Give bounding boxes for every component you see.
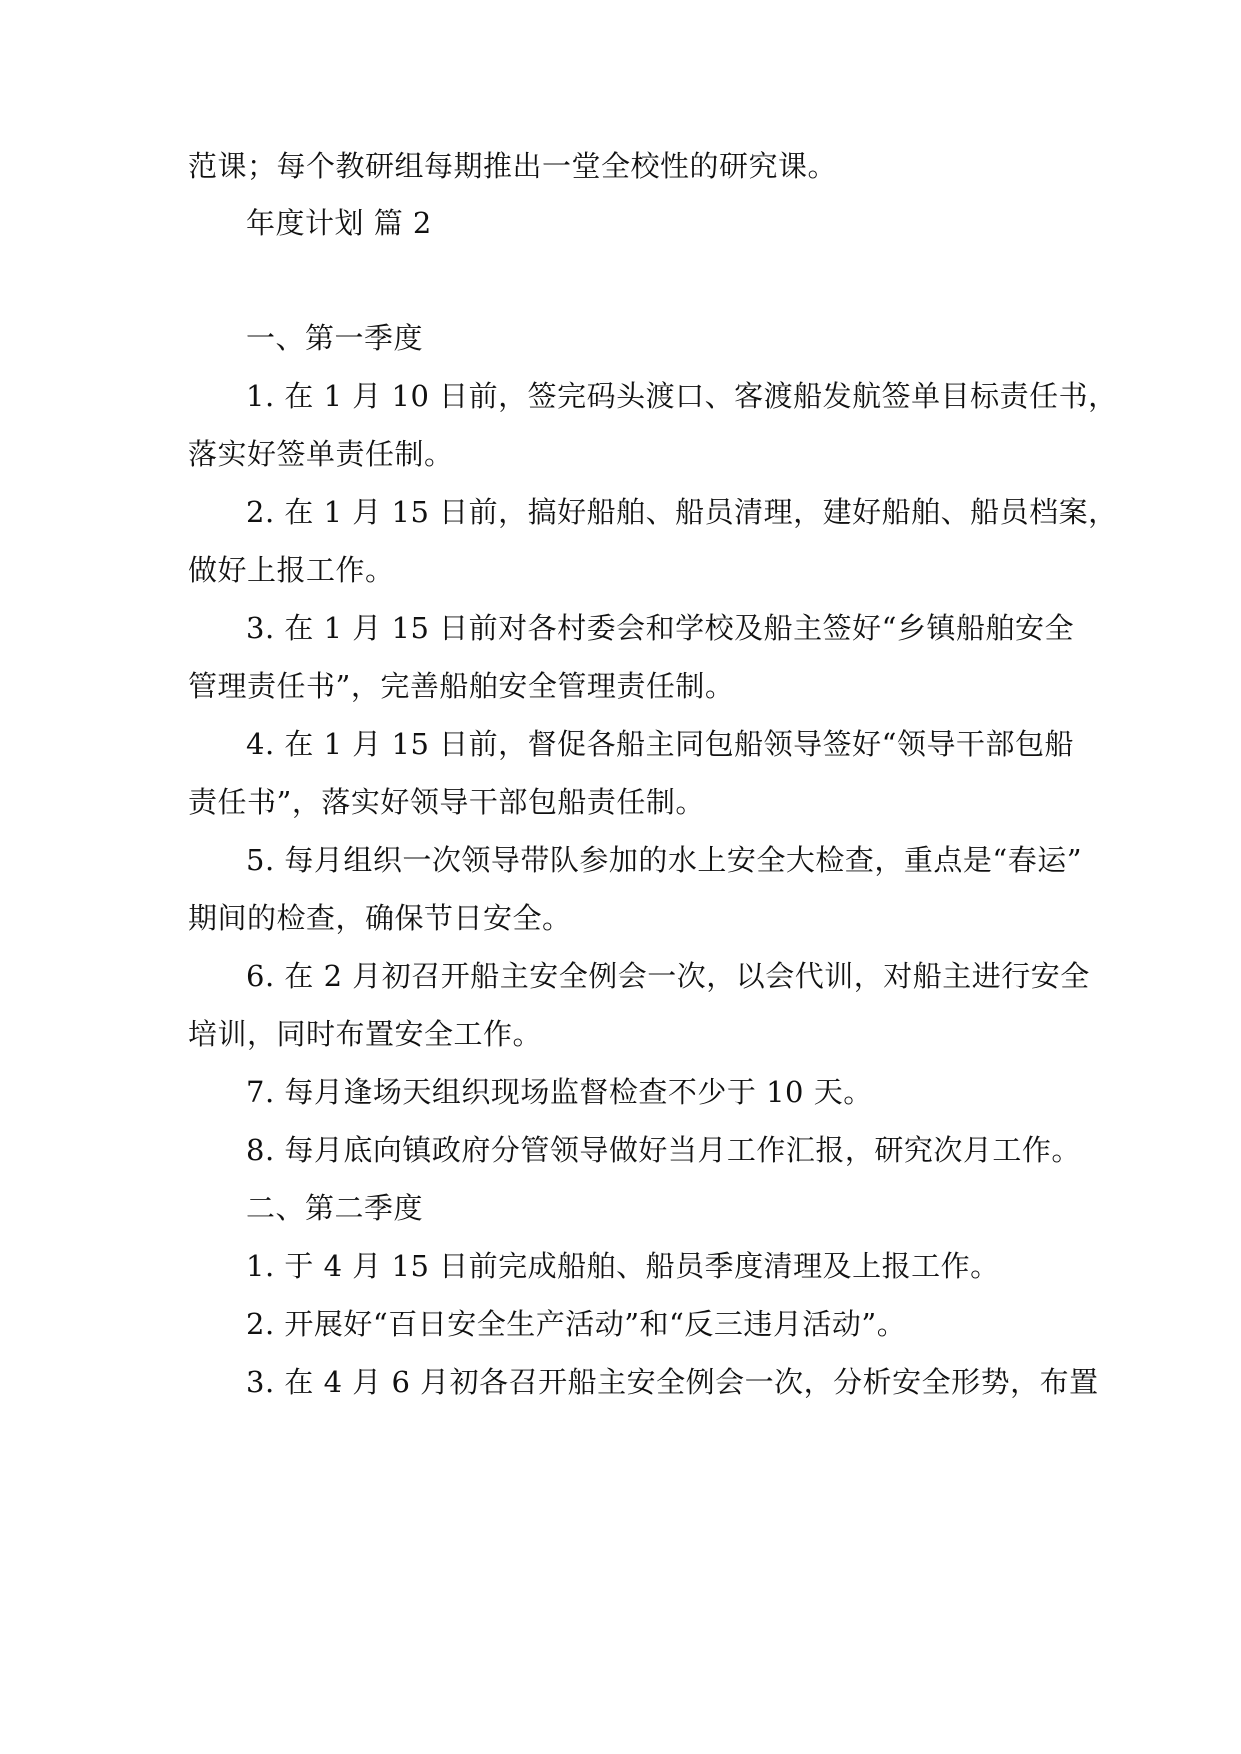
paragraph-line: 做好上报工作。 xyxy=(188,553,395,587)
paragraph-line: 1. 于 4 月 15 日前完成船舶、船员季度清理及上报工作。 xyxy=(246,1249,1000,1283)
paragraph-line: 7. 每月逢场天组织现场监督检查不少于 10 天。 xyxy=(246,1075,873,1109)
paragraph-line: 管理责任书”，完善船舶安全管理责任制。 xyxy=(188,669,735,703)
paragraph-line: 期间的检查，确保节日安全。 xyxy=(188,901,572,935)
paragraph-line: 8. 每月底向镇政府分管领导做好当月工作汇报，研究次月工作。 xyxy=(246,1133,1081,1167)
paragraph-line: 范课；每个教研组每期推出一堂全校性的研究课。 xyxy=(188,149,838,183)
paragraph-line: 责任书”，落实好领导干部包船责任制。 xyxy=(188,785,705,819)
section-heading: 年度计划 篇 2 xyxy=(246,206,432,240)
paragraph-line: 2. 开展好“百日安全生产活动”和“反三违月活动”。 xyxy=(246,1307,907,1341)
section-heading: 一、第一季度 xyxy=(246,321,424,355)
paragraph-line: 培训，同时布置安全工作。 xyxy=(188,1017,543,1051)
paragraph-line: 2. 在 1 月 15 日前，搞好船舶、船员清理，建好船舶、船员档案， xyxy=(246,495,1118,529)
paragraph-line: 落实好签单责任制。 xyxy=(188,437,454,471)
paragraph-line: 3. 在 1 月 15 日前对各村委会和学校及船主签好“乡镇船舶安全 xyxy=(246,611,1074,645)
paragraph-line: 4. 在 1 月 15 日前，督促各船主同包船领导签好“领导干部包船 xyxy=(246,727,1074,761)
paragraph-line: 1. 在 1 月 10 日前，签完码头渡口、客渡船发航签单目标责任书， xyxy=(246,379,1118,413)
paragraph-line: 6. 在 2 月初召开船主安全例会一次，以会代训，对船主进行安全 xyxy=(246,959,1090,993)
section-heading: 二、第二季度 xyxy=(246,1191,424,1225)
paragraph-line: 3. 在 4 月 6 月初各召开船主安全例会一次，分析安全形势，布置 xyxy=(246,1365,1099,1399)
paragraph-line: 5. 每月组织一次领导带队参加的水上安全大检查，重点是“春运” xyxy=(246,843,1083,877)
